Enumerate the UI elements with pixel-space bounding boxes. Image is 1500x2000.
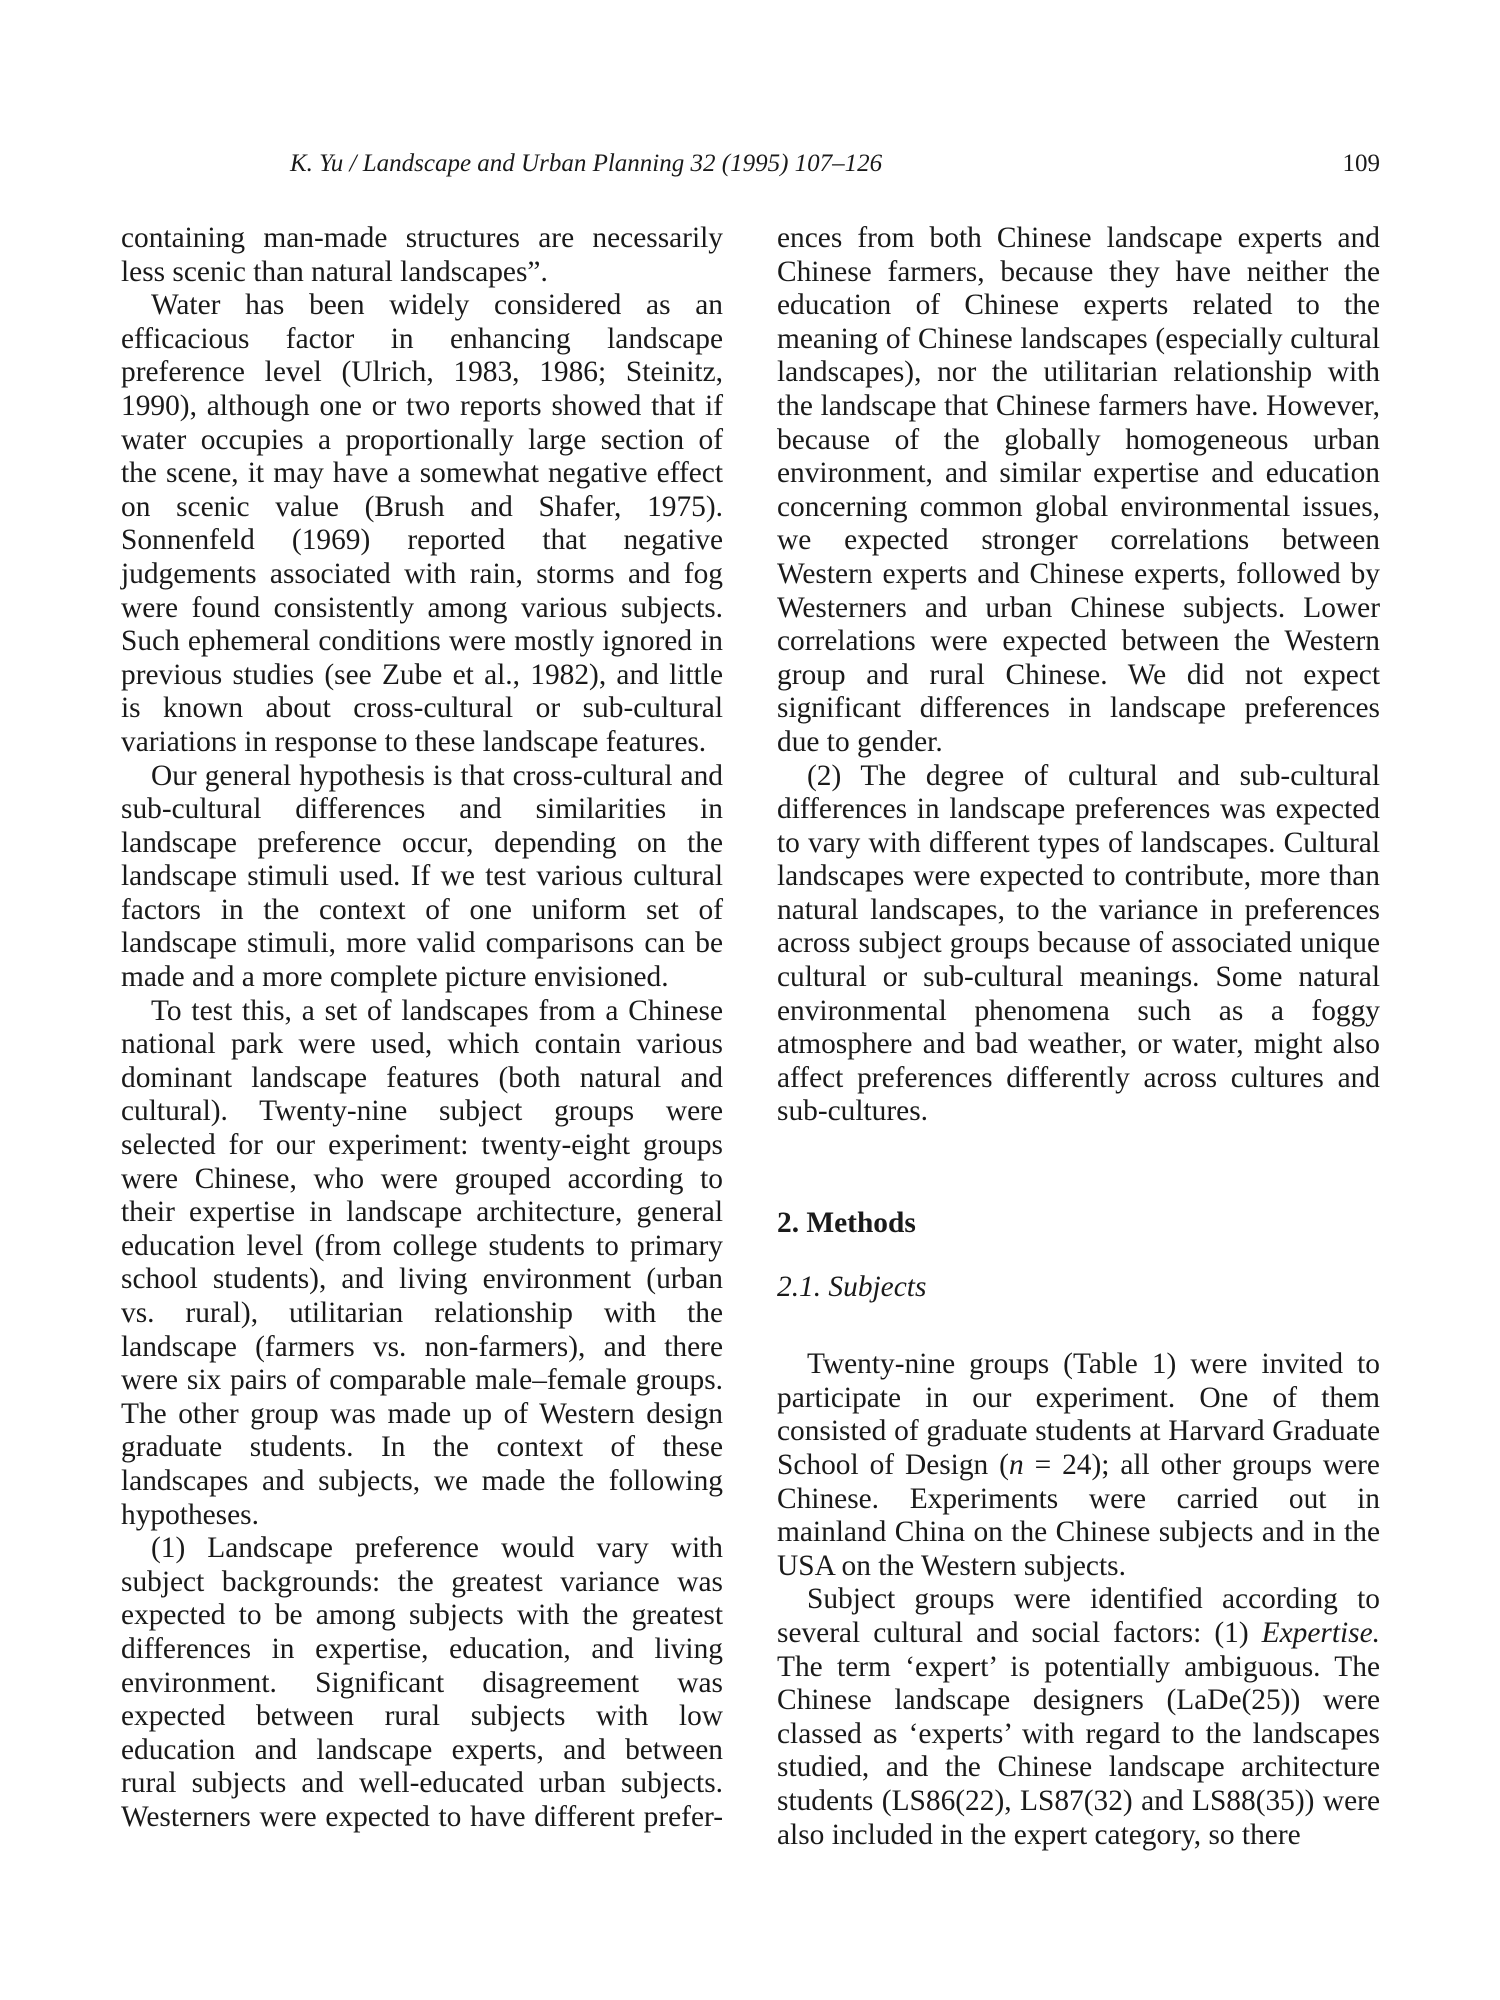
paragraph: Water has been widely considered as an efficacious factor in enhancing landscape preference level (Ulrich, 1983, 1986; Steinitz, 1990), although one or two reports showed that if water occupies a proportionally large section of the scene, it may have a somewhat negative effect on scenic value (Brush and Shafer, 1975). Sonnenfeld (1969) reported that negative judgements associated with rain, storms and fog were found consistently among various subjects. Such ephemeral conditions were mostly ignored in previous studies (see Zube et al., 1982), and little is known about cross-cultural or sub-cultural variations in response to these landscape features. — [121, 289, 723, 758]
paragraph: To test this, a set of landscapes from a Chinese national park were used, which contain various dominant landscape features (both natural and cultural). Twenty-nine subject groups were selected for our experiment: twenty-eight groups were Chinese, who were grouped according to their expertise in landscape architecture, general education level (from college students to primary school students), and living environment (urban vs. rural), utilitarian relationship with the landscape (farmers vs. non-farmers), and there were six pairs of comparable male–female groups. The other group was made up of Western design graduate students. In the context of these landscapes and subjects, we made the following hypotheses. — [121, 994, 723, 1531]
paragraph: (2) The degree of cultural and sub-cultural differences in landscape preferences was expected to vary with different types of landscapes. Cultural landscapes were expected to contribute, more than natural landscapes, to the variance in preferences across subject groups because of associated unique cultural or sub-cultural meanings. Some natural environmental phenomena such as a foggy atmosphere and bad weather, or water, might also affect preferences differently across cultures and sub-cultures. — [777, 759, 1380, 1128]
paragraph-text: Twenty-nine groups (Table 1) were invited to participate in our experiment. One of them consisted of graduate students at Harvard Graduate School of Design ( — [777, 1348, 1380, 1481]
paragraph-text: = 24); all other groups were Chinese. Experiments were carried out in mainland China on the Chinese subjects and in the USA on the Western subjects. — [777, 1449, 1380, 1582]
paragraph — [777, 1583, 1380, 1852]
left-column — [121, 222, 723, 1835]
term-expertise: Expertise. — [1261, 1616, 1380, 1649]
right-column — [777, 222, 1380, 1852]
paragraph-text: Subject groups were identified according to several cultural and social factors: (1) — [777, 1583, 1380, 1649]
paragraph: Our general hypothesis is that cross-cultural and sub-cultural differences and similarities in landscape preference occur, depending on the landscape stimuli used. If we test various cultural factors in the context of one uniform set of landscape stimuli, more valid comparisons can be made and a more complete picture envisioned. — [121, 759, 723, 994]
paragraph-text: The term ‘expert’ is potentially ambiguous. The Chinese landscape designers (LaDe(25)) were classed as ‘experts’ with regard to the landscapes studied, and the Chinese landscape architecture students (LS86(22), LS87(32) and LS88(35)) were also included in the expert category, so there — [777, 1650, 1380, 1851]
running-head: K. Yu / Landscape and Urban Planning 32 (1995) 107–126 — [290, 150, 883, 177]
page-header — [120, 150, 1380, 186]
subsection-heading: 2.1. Subjects — [777, 1270, 927, 1303]
paragraph: (1) Landscape preference would vary with subject backgrounds: the greatest variance was expected to be among subjects with the greatest differences in expertise, education, and living environment. Significant disagreement was expected between rural subjects with low education and landscape experts, and between rural subjects and well-educated urban subjects. Westerners were expected to have different prefer- — [121, 1532, 723, 1833]
section-heading: 2. Methods — [777, 1207, 916, 1240]
paragraph — [777, 1348, 1380, 1583]
sample-size-symbol: n — [1008, 1449, 1024, 1481]
page-number: 109 — [1342, 150, 1380, 177]
paragraph: ences from both Chinese landscape experts and Chinese farmers, because they have neither the education of Chinese experts related to the meaning of Chinese landscapes (especially cultural landscapes), nor the utilitarian relationship with the landscape that Chinese farmers have. However, because of the globally homogeneous urban environment, and similar expertise and education concerning common global environmental issues, we expected stronger correlations between Western experts and Chinese experts, followed by Westerners and urban Chinese subjects. Lower correlations were expected between the Western group and rural Chinese. We did not expect significant differences in landscape preferences due to gender. — [777, 222, 1380, 758]
paragraph: containing man-made structures are necessarily less scenic than natural landscapes”. — [121, 222, 723, 288]
